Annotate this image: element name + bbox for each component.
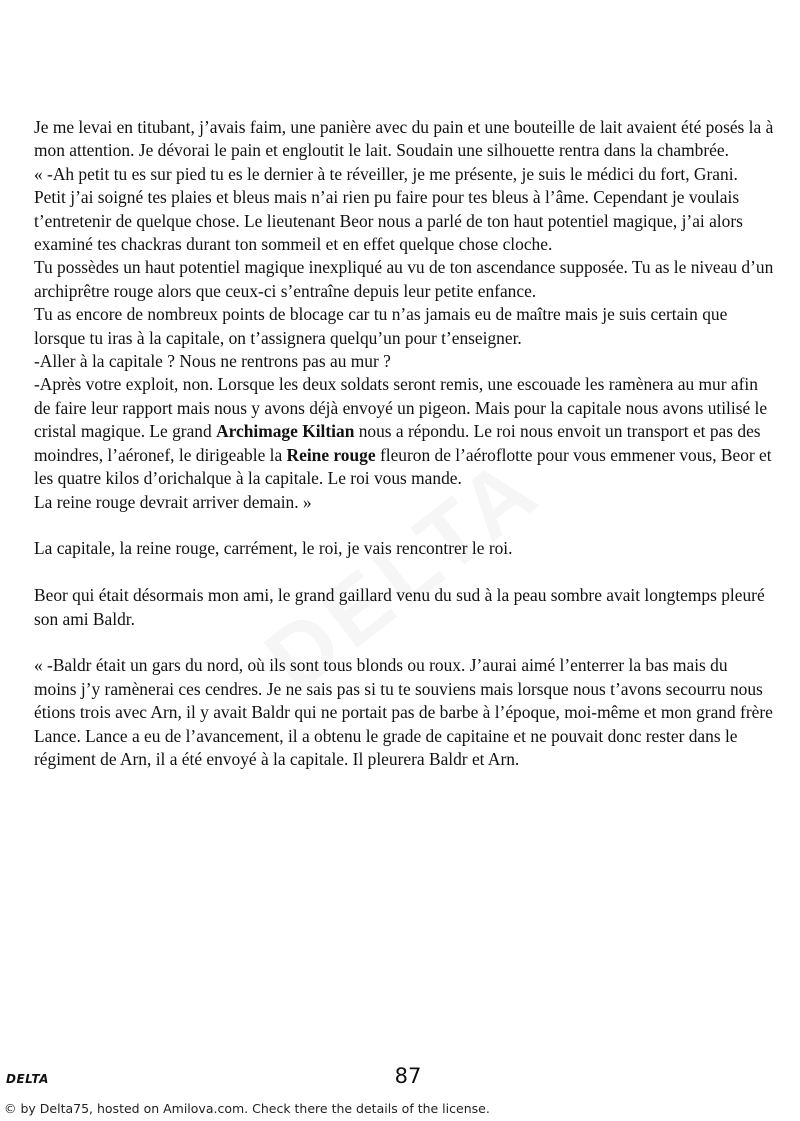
paragraph-gap [34,561,774,584]
name-reine-rouge: Reine rouge [286,444,376,465]
paragraph: Beor qui était désormais mon ami, le grand gaillard venu du sud à la peau sombre avait longtemps pleuré son ami Baldr. [34,585,765,629]
text-run: -Après votre exploit, non. Lorsque les deux soldats seront remis, une escouade les ramènera au mur afin de faire leur rapport mais nous y avons déjà envoyé un pigeon. Mais pour la capitale nous avons utilisé le cristal magique. Le grand [34,374,768,442]
paragraph: Tu possèdes un haut potentiel magique inexpliqué au vu de ton ascendance supposée. Tu as le niveau d’un archiprêtre rouge alors que ceux-ci s’entraîne depuis leur petite enfance. [34,257,774,301]
paragraph-gap [34,514,774,537]
text-run: nous a répondu. Le roi nous envoit un transport et pas des moindres, l’aéronef, le dirigeable la [34,421,761,465]
delta-logo: DELTA [6,1072,49,1086]
paragraph: Tu as encore de nombreux points de blocage car tu n’as jamais eu de maître mais je suis certain que lorsque tu iras à la capitale, on t’assignera quelqu’un pour t’enseigner. [34,304,728,348]
paragraph: La capitale, la reine rouge, carrément, le roi, je vais rencontrer le roi. [34,538,513,559]
paragraph: « -Ah petit tu es sur pied tu es le dernier à te réveiller, je me présente, je suis le médici du fort, Grani. Petit j’ai soigné tes plaies et bleus mais n’ai rien pu faire pour tes bleus à l’âme. Cependant je voulais t’entretenir de quelque chose. Le lieutenant Beor nous a parlé de ton haut potentiel magique, j’ai alors examiné tes chackras durant ton sommeil et en effet quelque chose cloche. [34,163,743,255]
paragraph [34,373,774,490]
name-archimage-kiltian: Archimage Kiltian [216,421,355,442]
paragraph-gap [34,631,774,654]
paragraph: -Aller à la capitale ? Nous ne rentrons pas au mur ? [34,351,391,372]
paragraph: La reine rouge devrait arriver demain. » [34,491,312,512]
license-notice: © by Delta75, hosted on Amilova.com. Check there the details of the license. [4,1101,490,1116]
paragraph: Je me levai en titubant, j’avais faim, une panière avec du pain et une bouteille de lait avaient été posés la à mon attention. Je dévorai le pain et engloutit le lait. Soudain une silhouette rentra dans la chambrée. [34,117,774,161]
paragraph: « -Baldr était un gars du nord, où ils sont tous blonds ou roux. J’aurai aimé l’enterrer la bas mais du moins j’y ramènerai ces cendres. Je ne sais pas si tu te souviens mais lorsque nous t’avons secourru nous étions trois avec Arn, il y avait Baldr qui ne portait pas de barbe à l’époque, moi-même et mon grand frère Lance. Lance a eu de l’avancement, il a obtenu le grade de capitaine et ne pouvait donc rester dans le régiment de Arn, il a été envoyé à la capitale. Il pleurera Baldr et Arn. [34,655,773,769]
text-run: fleuron de l’aéroflotte pour vous emmener vous, Beor et les quatre kilos d’orichalque à la capitale. Le roi vous mande. [34,444,772,489]
story-text [34,116,774,771]
page-number: 87 [394,1064,422,1088]
